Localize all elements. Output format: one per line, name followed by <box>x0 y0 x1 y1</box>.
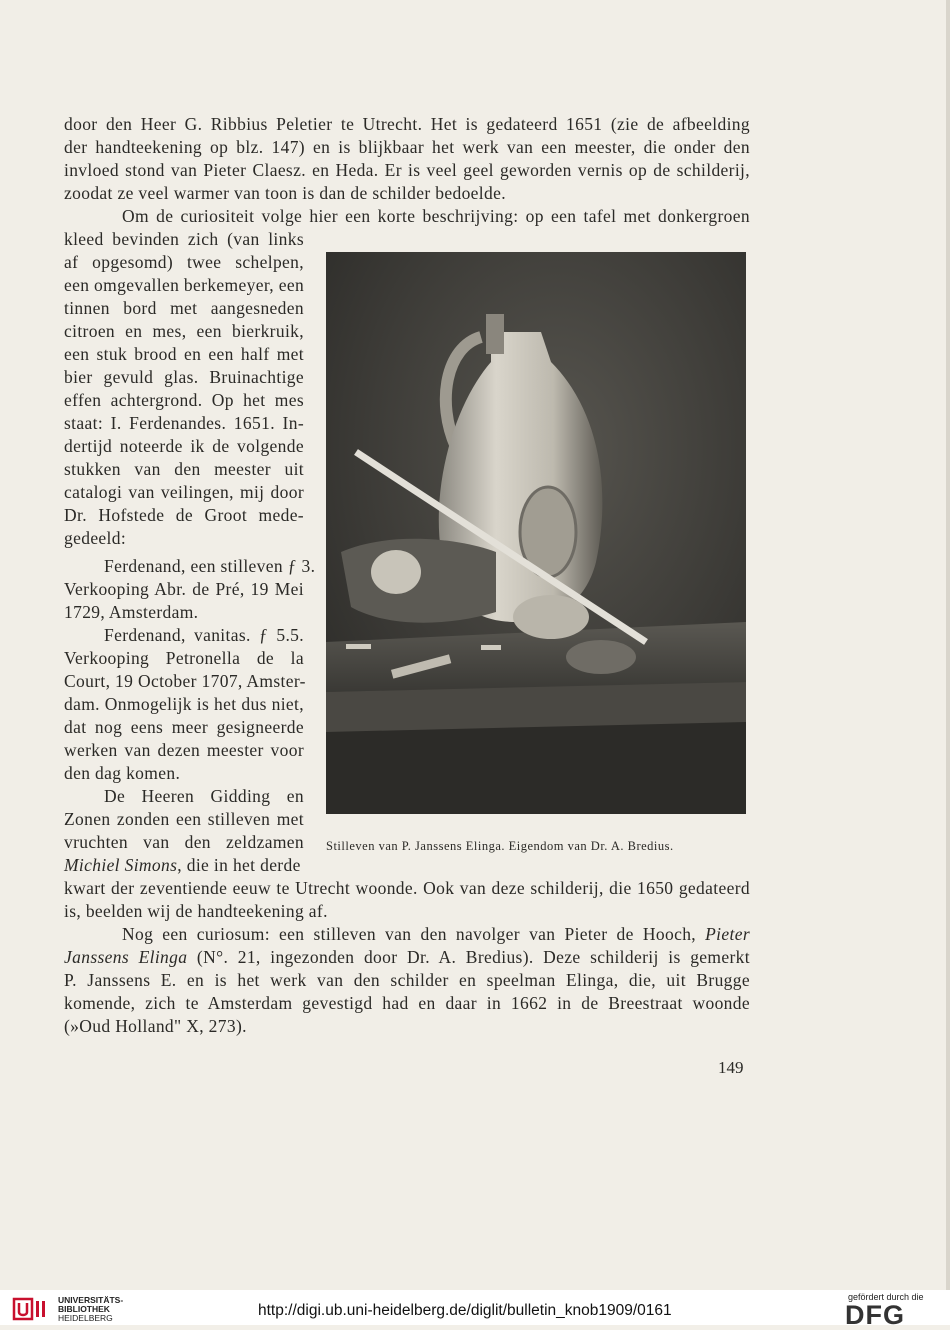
text-line: werken van dezen meester voor <box>64 740 304 760</box>
painting-illustration <box>326 252 746 814</box>
text-line: tinnen bord met aangesneden <box>64 298 304 318</box>
text-line: 1729, Amsterdam. <box>64 602 199 622</box>
text-line: Ferdenand, een stilleven ƒ 3. <box>104 556 316 576</box>
text-line: door den Heer G. Ribbius Peletier te Utrecht. Het is gedateerd 1651 (zie de afbeelding <box>64 114 750 134</box>
text-line: catalogi van veilingen, mij door <box>64 482 304 502</box>
text-fragment: Nog een curiosum: een stilleven van den navolger van Pieter de Hooch, <box>122 924 706 944</box>
library-name <box>58 1296 123 1323</box>
text-line: den dag komen. <box>64 763 181 783</box>
text-line: kwart der zeventiende eeuw te Utrecht woonde. Ook van deze schilderij, die 1650 gedateerd <box>64 878 750 898</box>
page-edge <box>946 0 950 1290</box>
artist-name: Janssens Elinga <box>64 947 188 967</box>
text-line: zoodat ze veel warmer van toon is dan de schilder bedoelde. <box>64 183 506 203</box>
dfg-logo: DFG <box>845 1300 905 1330</box>
text-line: komende, zich te Amsterdam gevestigd had en daar in 1662 in de Breestraat woonde <box>64 993 750 1013</box>
text-line: een omgevallen berkemeyer, een <box>64 275 305 295</box>
text-line: effen achtergrond. Op het mes <box>64 390 304 410</box>
text-line: Verkooping Abr. de Pré, 19 Mei <box>64 579 304 599</box>
text-line: dam. Onmogelijk is het dus niet, <box>64 694 304 714</box>
text-line: Ferdenand, vanitas. ƒ 5.5. <box>104 625 304 645</box>
text-line: P. Janssens E. en is het werk van den schilder en speelman Elinga, die, uit Brugge <box>64 970 750 990</box>
text-line: stukken van den meester uit <box>64 459 304 479</box>
text-line: der handteekening op blz. 147) en is blijkbaar het werk van een meester, die onder den <box>64 137 750 157</box>
university-library-logo-icon <box>12 1297 52 1321</box>
text-fragment: , die in het derde <box>177 855 301 875</box>
library-name-line: BIBLIOTHEK <box>58 1304 110 1314</box>
text-line: invloed stond van Pieter Claesz. en Heda. Er is veel geel geworden vernis op de schilderij, <box>64 160 750 180</box>
text-line <box>64 854 304 876</box>
text-line: (»Oud Holland" X, 273). <box>64 1016 247 1036</box>
text-line: vruchten van den zeldzamen <box>64 832 304 852</box>
page-number: 149 <box>718 1058 744 1077</box>
text-line: dat nog eens meer gesigneerde <box>64 717 304 737</box>
text-line: kleed bevinden zich (van links <box>64 229 304 249</box>
text-line: De Heeren Gidding en <box>104 786 304 806</box>
text-line <box>64 946 750 968</box>
text-line: bier gevuld glas. Bruinachtige <box>64 367 304 387</box>
artist-name: Pieter <box>705 924 750 944</box>
text-line: staat: I. Ferdenandes. 1651. In- <box>64 413 304 433</box>
text-line: Om de curiositeit volge hier een korte beschrijving: op een tafel met donkergroen <box>122 206 750 226</box>
text-line: Zonen zonden een stilleven met <box>64 809 304 829</box>
text-line: is, beelden wij de handteekening af. <box>64 901 328 921</box>
permalink-url[interactable]: http://digi.ub.uni-heidelberg.de/diglit/bulletin_knob1909/0161 <box>258 1302 672 1319</box>
figure-caption: Stilleven van P. Janssens Elinga. Eigendom van Dr. A. Bredius. <box>326 839 674 853</box>
text-line: af opgesomd) twee schelpen, <box>64 252 304 272</box>
text-line: Dr. Hofstede de Groot mede- <box>64 505 304 525</box>
text-line: Court, 19 October 1707, Amster- <box>64 671 306 691</box>
text-line: een stuk brood en een half met <box>64 344 304 364</box>
text-line: gedeeld: <box>64 528 127 548</box>
library-name-line: HEIDELBERG <box>58 1313 113 1323</box>
still-life-painting <box>326 252 746 814</box>
text-fragment: (N°. 21, ingezonden door Dr. A. Bredius). Deze schilderij is gemerkt <box>187 947 750 967</box>
artist-name: Michiel Simons <box>64 855 178 875</box>
library-name-line: UNIVERSITÄTS- <box>58 1295 124 1305</box>
text-line <box>64 923 750 945</box>
text-line: dertijd noteerde ik de volgende <box>64 436 304 456</box>
text-line: citroen en mes, een bierkruik, <box>64 321 304 341</box>
text-line: Verkooping Petronella de la <box>64 648 304 668</box>
funded-by-label: gefördert durch die <box>848 1292 924 1302</box>
